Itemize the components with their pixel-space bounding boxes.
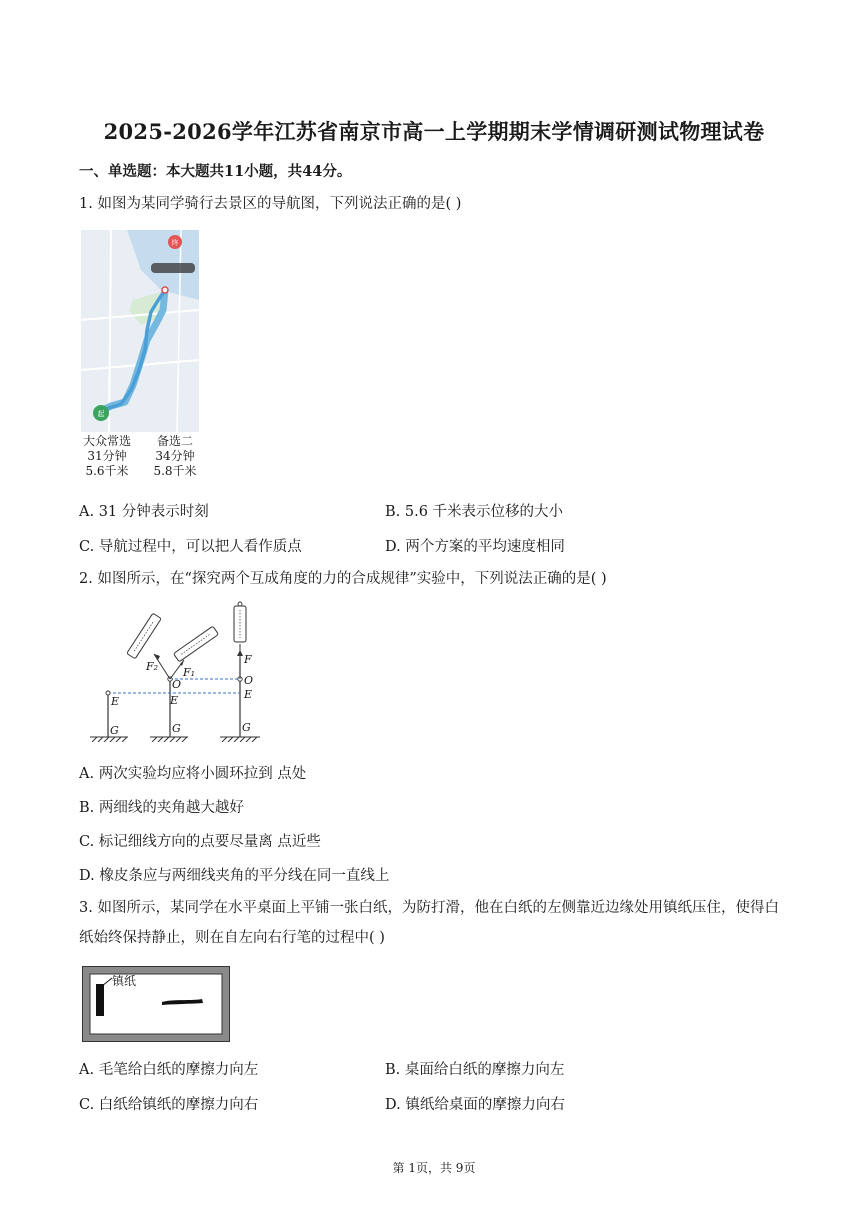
force-experiment-diagram [88,600,268,742]
section-mid: 小题，共 [244,163,303,180]
q3-option-d[interactable]: D. 镇纸给桌面的摩擦力向右 [385,1097,565,1113]
label-o-middle: O [172,678,182,691]
label-f2: F₂ [146,660,159,673]
page-footer: 第 1页，共 9页 [392,1161,476,1175]
label-g-left: G [110,724,119,737]
svg-text:起: 起 [97,410,105,418]
route-2-time: 34分钟 [155,449,195,463]
route-1-name: 大众常选 [82,434,131,448]
q2-option-d[interactable]: D. 橡皮条应与两细线夹角的平分线在同一直线上 [79,868,390,884]
question-1-stem: 1. 如图为某同学骑行去景区的导航图，下列说法正确的是( ) [79,196,462,212]
total-score: 44 [302,163,323,180]
label-f: F [244,653,252,666]
route-1-distance: 5.6千米 [85,464,129,478]
q1-option-a[interactable]: A. 31 分钟表示时刻 [79,504,209,520]
q1-option-d[interactable]: D. 两个方案的平均速度相同 [385,539,565,555]
label-e-left: E [111,695,120,708]
section-label: 一、单选题：本大题共 [79,163,224,180]
q3-option-c[interactable]: C. 白纸给镇纸的摩擦力向右 [79,1097,259,1113]
section-header [79,160,351,181]
route-2-distance: 5.8千米 [153,464,197,478]
paper-weight-figure [82,966,230,1042]
q2-option-c[interactable]: C. 标记细线方向的点要尽量离 点近些 [79,834,321,850]
label-o-right: O [244,674,254,687]
question-count: 11 [224,163,245,180]
force-experiment-figure [88,600,268,742]
q2-option-b[interactable]: B. 两细线的夹角越大越好 [79,800,244,816]
section-end: 分。 [322,163,352,180]
route-1-time: 31分钟 [87,449,127,463]
paper-weight-label: 镇纸 [112,974,137,988]
label-f1: F₁ [183,666,196,679]
label-e-middle: E [170,694,179,707]
route-2-info [147,434,203,479]
q2-option-a[interactable]: A. 两次实验均应将小圆环拉到 点处 [79,766,307,782]
label-e-right: E [244,688,253,701]
route-1-info [77,434,137,479]
paper-weight-diagram [82,966,230,1042]
label-g-right: G [242,721,251,734]
navigation-map-image [81,230,199,432]
route-2-name: 备选二 [156,434,193,448]
label-g-middle: G [172,722,181,735]
q1-option-b[interactable]: B. 5.6 千米表示位移的大小 [385,504,564,520]
q3-option-a[interactable]: A. 毛笔给白纸的摩擦力向左 [79,1062,259,1078]
page-title: 2025-2026学年江苏省南京市高一上学期期末学情调研测试物理试卷 [103,119,765,144]
q3-option-b[interactable]: B. 桌面给白纸的摩擦力向左 [385,1062,565,1078]
svg-text:终: 终 [171,239,179,247]
question-2-stem: 2. 如图所示，在“探究两个互成角度的力的合成规律”实验中，下列说法正确的是( ) [79,571,607,587]
navigation-map-figure [81,230,199,478]
question-3-stem: 3. 如图所示，某同学在水平桌面上平铺一张白纸，为防打滑，他在白纸的左侧靠近边缘处用镇纸压住，使得白纸始终保持静止，则在自左向右行笔的过程中( ) [79,900,779,946]
q1-option-c[interactable]: C. 导航过程中，可以把人看作质点 [79,539,302,555]
